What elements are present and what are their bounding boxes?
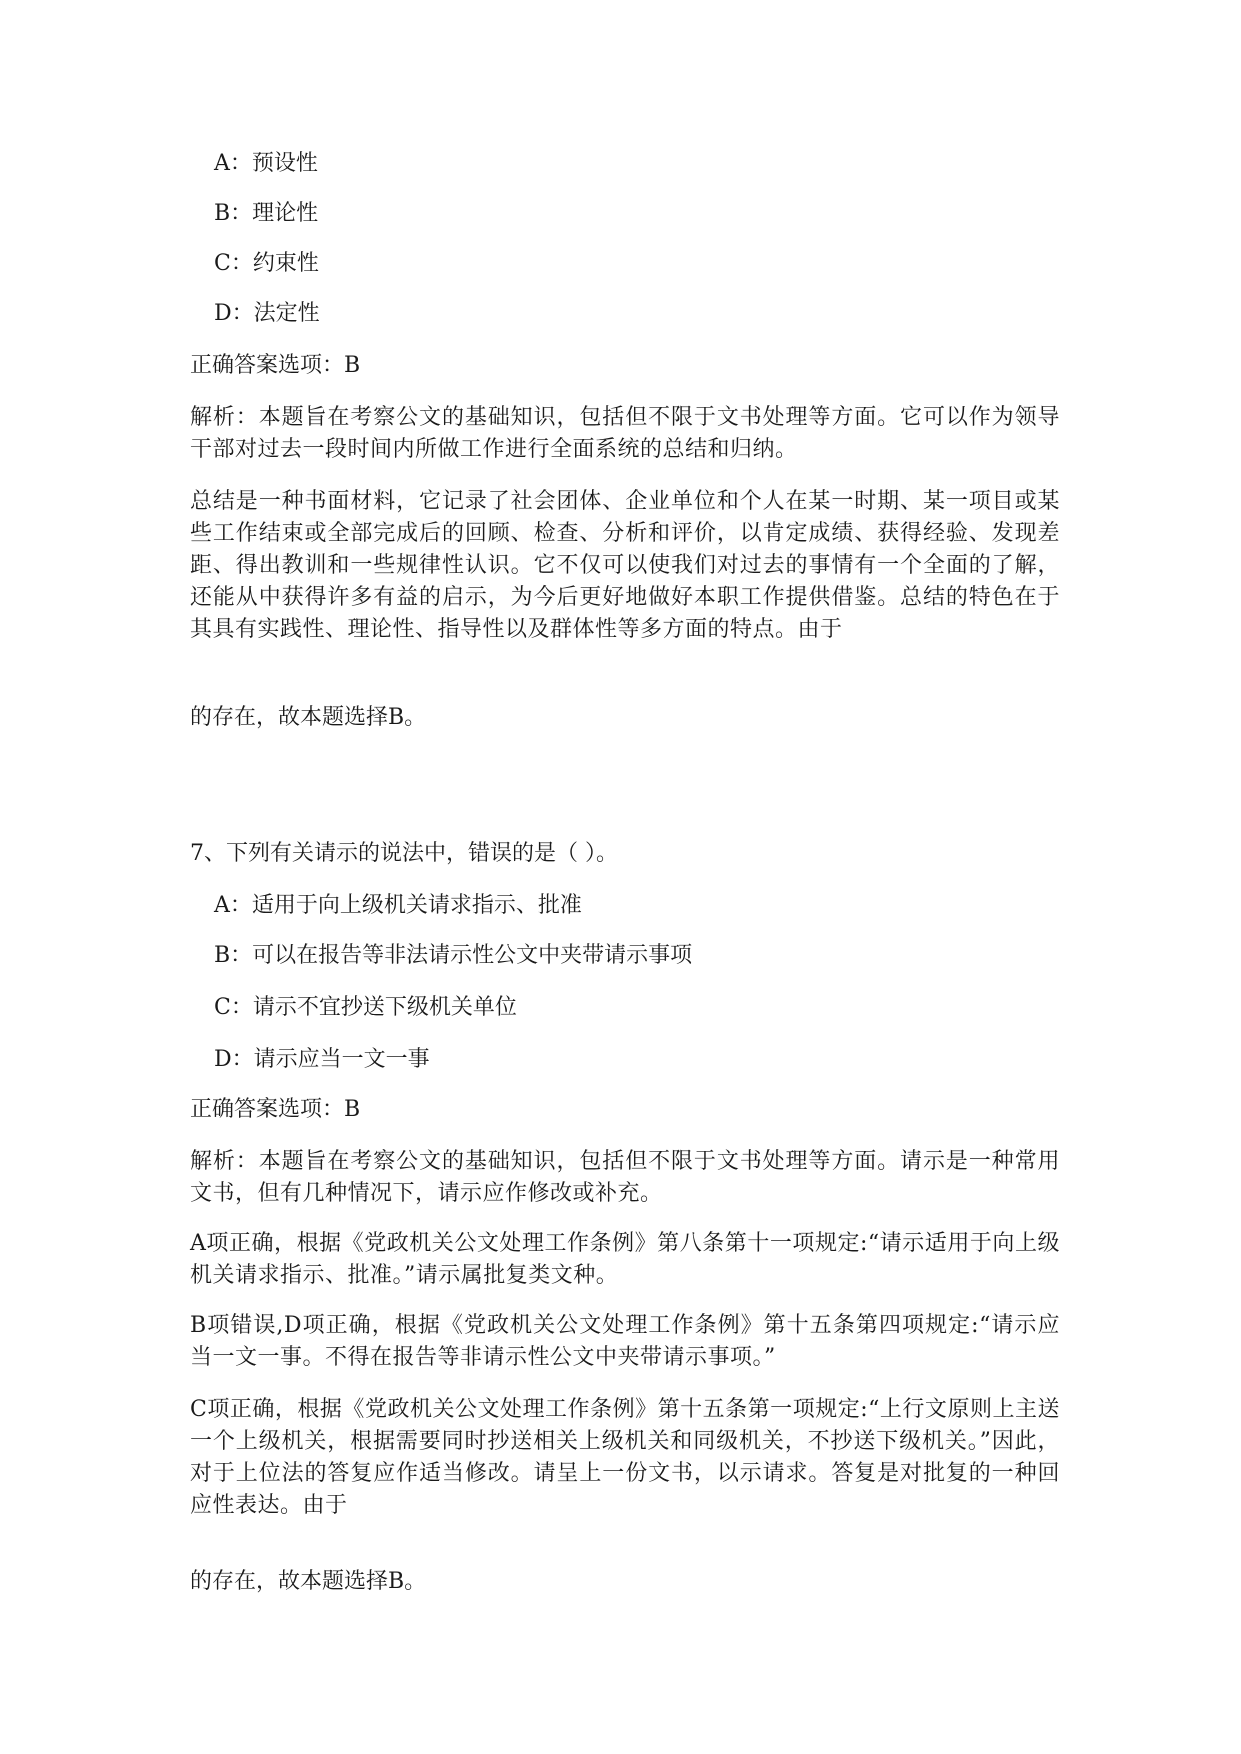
q6-paragraph: 总结是一种书面材料，它记录了社会团体、企业单位和个人在某一时期、某一项目或某些工作结束或全部完成后的回顾、检查、分析和评价，以肯定成绩、获得经验、发现差距、得出教训和一些规律性认识。它不仅可以使我们对过去的事情有一个全面的了解，还能从中获得许多有益的启示，为今后更好地做好本职工作提供借鉴。总结的特色在于其具有实践性、理论性、指导性以及群体性等多方面的特点。由于 <box>190 489 1060 642</box>
q6-option-a: A：预设性 <box>214 151 318 176</box>
q6-conclusion: 的存在，故本题选择B。 <box>190 705 427 730</box>
q7-question: 7、下列有关请示的说法中，错误的是（ ）。 <box>190 841 618 866</box>
q6-option-d: D：法定性 <box>214 301 320 326</box>
q7-analysis: 解析：本题旨在考察公文的基础知识，包括但不限于文书处理等方面。请示是一种常用文书，但有几种情况下，请示应作修改或补充。 <box>190 1149 1060 1206</box>
q6-option-c: C：约束性 <box>214 251 319 276</box>
q7-conclusion: 的存在，故本题选择B。 <box>190 1569 427 1594</box>
q7-para-b: B项错误,D项正确，根据《党政机关公文处理工作条例》第十五条第四项规定:“请示应当一文一事。不得在报告等非请示性公文中夹带请示事项。” <box>190 1313 1060 1370</box>
q6-analysis: 解析：本题旨在考察公文的基础知识，包括但不限于文书处理等方面。它可以作为领导干部对过去一段时间内所做工作进行全面系统的总结和归纳。 <box>190 405 1060 462</box>
q6-answer: 正确答案选项：B <box>190 353 361 378</box>
q7-option-c: C：请示不宜抄送下级机关单位 <box>214 995 517 1020</box>
q7-option-a: A：适用于向上级机关请求指示、批准 <box>214 893 582 918</box>
q7-option-d: D：请示应当一文一事 <box>214 1047 430 1072</box>
q7-option-b: B：可以在报告等非法请示性公文中夹带请示事项 <box>214 943 693 968</box>
q7-answer: 正确答案选项：B <box>190 1097 361 1122</box>
q7-para-a: A项正确，根据《党政机关公文处理工作条例》第八条第十一项规定:“请示适用于向上级机关请求指示、批准。”请示属批复类文种。 <box>190 1231 1060 1288</box>
q7-para-c: C项正确，根据《党政机关公文处理工作条例》第十五条第一项规定:“上行文原则上主送一个上级机关，根据需要同时抄送相关上级机关和同级机关，不抄送下级机关。”因此，对于上位法的答复应作适当修改。请呈上一份文书，以示请求。答复是对批复的一种回应性表达。由于 <box>190 1397 1060 1518</box>
q6-option-b: B：理论性 <box>214 201 319 226</box>
